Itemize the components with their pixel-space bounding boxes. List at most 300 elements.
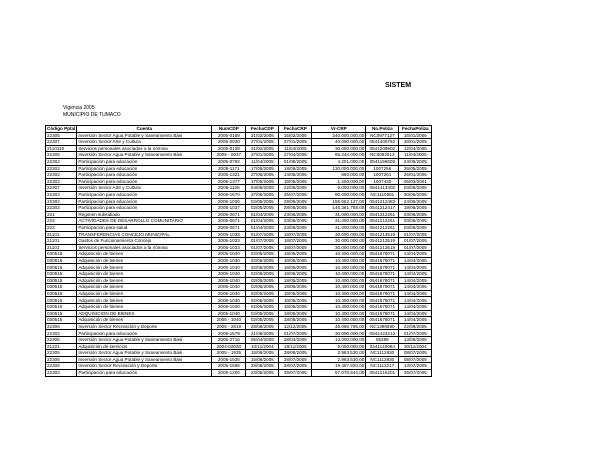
table-cell: 02/05/2005	[246, 251, 279, 258]
table-row	[46, 178, 432, 185]
table-cell: 14/06/2005	[279, 172, 312, 179]
table-row	[46, 277, 432, 284]
table-cell: Adquisición de bienes	[77, 271, 212, 278]
table-cell: NC1396690	[366, 323, 399, 330]
table-cell: 18/05/2005	[279, 251, 312, 258]
table-cell: 14/04/2005	[399, 271, 432, 278]
table-cell: 22302	[46, 178, 77, 185]
table-cell: 06/03/2001	[399, 178, 432, 185]
table-cell: 18/05/2005	[279, 277, 312, 284]
table-cell: 22305	[46, 350, 77, 357]
table-cell: Gastos de Funcionamiento Concejo	[77, 238, 212, 245]
table-cell: 22306	[46, 323, 77, 330]
table-row	[46, 337, 432, 344]
table-cell: 18/05/2005	[279, 310, 312, 317]
table-cell: 30.000.000,00	[312, 231, 366, 238]
table-row	[46, 264, 432, 271]
table-row	[46, 152, 432, 159]
table-row	[46, 244, 432, 251]
table-cell: 2005-2716	[212, 337, 246, 344]
table-cell: 28/06/2005	[279, 205, 312, 212]
crp-table	[45, 125, 432, 377]
table-cell: 22302	[46, 165, 77, 172]
table-cell: Adquisición de bienes	[77, 304, 212, 311]
table-cell: 03/06/2005	[399, 218, 432, 225]
table-cell: 13/07/2005	[399, 363, 432, 370]
table-row	[46, 224, 432, 231]
table-cell: 10/11/2004	[246, 343, 279, 350]
table-cell: Participación para salud	[77, 224, 212, 231]
table-cell: 0541678071	[366, 304, 399, 311]
table-cell: 23/06/2005	[279, 224, 312, 231]
table-cell: 85.244.000,00	[312, 152, 366, 159]
table-row	[46, 304, 432, 311]
table-cell: 15/06/2005	[246, 350, 279, 357]
table-cell: 0441140064	[366, 343, 399, 350]
table-cell: 0541413402	[366, 185, 399, 192]
table-cell: ADQUISICION DE BIENES	[77, 310, 212, 317]
table-cell: 14/04/2005	[399, 257, 432, 264]
table-cell: 30.000.000,00	[312, 238, 366, 245]
table-row	[46, 132, 432, 139]
table-cell: 030515	[46, 317, 77, 324]
table-cell: 10.400.000,00	[312, 277, 366, 284]
table-cell: 4.201.000,00	[312, 158, 366, 165]
table-cell: Participación para educación	[77, 172, 212, 179]
table-cell: 0541216201	[366, 369, 399, 376]
table-cell: 18/05/2005	[279, 297, 312, 304]
table-cell: NC0092513	[366, 152, 399, 159]
table-cell: 03/06/2005	[399, 224, 432, 231]
table-row	[46, 271, 432, 278]
table-cell: 18/06/2005	[279, 165, 312, 172]
table-row	[46, 231, 432, 238]
table-cell: 21101	[46, 244, 77, 251]
table-cell: 860.000,00	[312, 172, 366, 179]
table-row	[46, 317, 432, 324]
table-cell: 02/05/2005	[246, 284, 279, 291]
table-row	[46, 323, 432, 330]
table-cell: Participación para educación	[77, 205, 212, 212]
table-cell: 01/04/2005	[246, 224, 279, 231]
table-cell: 2005-1200	[212, 369, 246, 376]
table-cell: 24/05/2005	[399, 158, 432, 165]
table-row	[46, 238, 432, 245]
table-cell: 28/08/2005	[246, 323, 279, 330]
table-cell: 0541196609	[366, 158, 399, 165]
table-cell: 0541213519	[366, 231, 399, 238]
table-cell: 28/08/2005	[279, 350, 312, 357]
table-cell: 26/01/2005	[399, 172, 432, 179]
table-cell: Inversión Sector Agua Potable y Saneamiento Bási	[77, 356, 212, 363]
table-cell: 14/04/2005	[399, 264, 432, 271]
table-cell: 13.000.000,00	[312, 337, 366, 344]
table-cell: 2005-0671	[212, 211, 246, 218]
table-cell: 10.400.000,00	[312, 251, 366, 258]
table-cell: 030515	[46, 290, 77, 297]
table-cell: Participación para educación	[77, 158, 212, 165]
table-row	[46, 139, 432, 146]
table-cell: 2005-1106	[212, 185, 246, 192]
table-cell: 18/11/2005	[279, 343, 312, 350]
table-cell: 18/05/2005	[279, 317, 312, 324]
table-cell: 27/01/2005	[246, 139, 279, 146]
table-cell: Régimen subsidiado	[77, 211, 212, 218]
table-cell: 30.000.000,00	[312, 145, 366, 152]
table-cell: 18/05/2005	[279, 271, 312, 278]
table-cell: 2005-1040	[212, 290, 246, 297]
table-cell: 10.400.000,00	[312, 310, 366, 317]
table-cell: 01/07/2005	[399, 330, 432, 337]
table-cell: NC1110581	[366, 191, 399, 198]
table-row	[46, 290, 432, 297]
table-body	[46, 132, 432, 376]
table-cell: 10.400.000,00	[312, 304, 366, 311]
table-cell: 18/05/2005	[279, 304, 312, 311]
table-cell: 12/04/2005	[399, 145, 432, 152]
column-header: Cuenta	[77, 126, 212, 133]
table-cell: Adquisición de bienes	[77, 257, 212, 264]
table-cell: Participación para educación	[77, 178, 212, 185]
table-cell: 22302	[46, 198, 77, 205]
municipio-label: MUNICIPIO DE TUMACO	[63, 112, 121, 118]
table-cell: 1007256	[366, 165, 399, 172]
sheet-title: SISTEM	[385, 82, 412, 89]
column-header: FechaCRP	[279, 126, 312, 133]
table-cell: 10.400.000,00	[312, 271, 366, 278]
table-cell: 23/05/2005	[246, 369, 279, 376]
table-cell: 18/07/2005	[279, 238, 312, 245]
table-cell: 030515	[46, 257, 77, 264]
table-cell: 18/07/2005	[279, 231, 312, 238]
table-cell: 18/05/2005	[279, 264, 312, 271]
table-cell: 0541212417	[366, 205, 399, 212]
table-cell: 14/04/2005	[399, 277, 432, 284]
table-cell: 22307	[46, 139, 77, 146]
column-header: FechaPoliza	[399, 126, 432, 133]
table-cell: Participación para educación	[77, 369, 212, 376]
table-cell: 01/04/2005	[246, 218, 279, 225]
table-cell: 2005 - 0037	[212, 152, 246, 159]
table-cell: 23/06/2005	[279, 211, 312, 218]
table-cell: Participación para educación	[77, 330, 212, 337]
table-cell: 30/06/2005	[399, 191, 432, 198]
table-cell: 03/06/2005	[399, 211, 432, 218]
table-cell: 02/05/2005	[246, 264, 279, 271]
table-cell: 1007261	[366, 172, 399, 179]
table-cell: 80.000.000,00	[312, 191, 366, 198]
table-cell: 01/07/2005	[246, 238, 279, 245]
table-cell: 240.000.000,00	[312, 132, 366, 139]
table-cell: Inversión Sector Agua Potable y Saneamiento Bási	[77, 152, 212, 159]
table-cell: 01/07/2005	[399, 244, 432, 251]
table-cell: Adquisición de bienes	[77, 277, 212, 284]
table-cell: 27/04/2005	[279, 152, 312, 159]
table-cell: 22307	[46, 185, 77, 192]
table-cell: 030515	[46, 277, 77, 284]
table-cell: 03/06/2005	[399, 185, 432, 192]
table-cell: 14/04/2005	[399, 317, 432, 324]
table-cell: Adquisición de bienes	[77, 264, 212, 271]
table-cell: 31.000.000,00	[312, 211, 366, 218]
table-cell: TRANSFERENCIAS CONCEJO MUNICIPAL	[77, 231, 212, 238]
table-cell: 10.400.000,00	[312, 284, 366, 291]
table-cell: 2005-1171	[212, 165, 246, 172]
table-row	[46, 284, 432, 291]
table-cell: 16/01/2005	[399, 132, 432, 139]
table-cell: 08/07/2005	[399, 350, 432, 357]
table-cell: NC0977127	[366, 132, 399, 139]
table-cell: Inversión Sector Agua Potable y Saneamiento Bási	[77, 337, 212, 344]
table-cell: 10.400.000,00	[312, 257, 366, 264]
table-cell: 2005-1040	[212, 251, 246, 258]
table-cell: 22302	[46, 369, 77, 376]
table-cell: 2005-1321	[212, 172, 246, 179]
table-row	[46, 369, 432, 376]
table-cell: 22302	[46, 172, 77, 179]
table-cell: Adquisición de bienes	[77, 284, 212, 291]
table-cell: 0541424213	[366, 330, 399, 337]
table-row	[46, 205, 432, 212]
table-cell: 2005-1579	[212, 330, 246, 337]
column-header: FechaCDP	[246, 126, 279, 133]
table-cell: 0541678071	[366, 257, 399, 264]
table-cell: 11/04/2005	[399, 152, 432, 159]
table-cell: 01/07/2005	[399, 238, 432, 245]
table-cell: 22305	[46, 356, 77, 363]
table-cell: 18/05/2005	[279, 284, 312, 291]
table-cell: 02/05/2005	[246, 205, 279, 212]
table-row	[46, 343, 432, 350]
table-cell: 14/04/2005	[399, 297, 432, 304]
table-row	[46, 330, 432, 337]
table-cell: 030515	[46, 264, 77, 271]
table-cell: 02/05/2005	[246, 310, 279, 317]
table-cell: 0541678071	[366, 251, 399, 258]
column-header: Vr-CRP	[312, 126, 366, 133]
table-cell: 2110110	[46, 145, 77, 152]
table-cell: 18/05/2005	[279, 257, 312, 264]
table-cell: 0541213519	[366, 244, 399, 251]
table-row	[46, 185, 432, 192]
table-cell: 6.000.000,00	[312, 343, 366, 350]
table-cell: 0541213519	[366, 238, 399, 245]
table-cell: 0541678071	[366, 297, 399, 304]
table-cell: 223	[46, 218, 77, 225]
table-cell: 0541212261	[366, 211, 399, 218]
table-cell: 05/04/2005	[246, 337, 279, 344]
table-cell: 21101	[46, 238, 77, 245]
table-cell: 28/07/2005	[279, 356, 312, 363]
table-cell: 30.000.000,00	[312, 330, 366, 337]
table-row	[46, 356, 432, 363]
table-cell: 01/07/2005	[399, 231, 432, 238]
table-row	[46, 350, 432, 357]
table-cell: Participación para educación	[77, 165, 212, 172]
table-cell: NC1112830	[366, 356, 399, 363]
table-cell: 2005-0138	[212, 145, 246, 152]
table-cell: 2005-1535	[212, 356, 246, 363]
table-row	[46, 211, 432, 218]
table-cell: 27/05/2005	[246, 172, 279, 179]
table-cell: 02/05/2005	[246, 297, 279, 304]
table-cell: 0541678071	[366, 317, 399, 324]
table-cell: 0541678071	[366, 277, 399, 284]
table-cell: 2005-0169	[212, 132, 246, 139]
table-cell: 2005-1040	[212, 284, 246, 291]
table-cell: 25/07/2005	[279, 191, 312, 198]
table-cell: 27/06/2005	[246, 191, 279, 198]
table-row	[46, 251, 432, 258]
table-cell: 1.200.000,00	[312, 178, 366, 185]
table-cell: 22305	[46, 132, 77, 139]
table-cell: Inversión Sector Arte y Cultura	[77, 139, 212, 146]
table-cell: 02/05/2005	[246, 304, 279, 311]
table-cell: 0541678071	[366, 284, 399, 291]
table-cell: 12/12/2005	[279, 323, 312, 330]
table-cell: 13/06/2005	[399, 337, 432, 344]
table-cell: 01/07/2005	[246, 244, 279, 251]
table-cell: 57.078.544,00	[312, 369, 366, 376]
table-cell: 02/05/2005	[246, 317, 279, 324]
table-cell: 221	[46, 211, 77, 218]
table-cell: 2005-0792	[212, 158, 246, 165]
table-cell: 030515	[46, 310, 77, 317]
vigencia-label: Vigencia 2005	[63, 105, 95, 111]
table-cell: 2005-1040	[212, 271, 246, 278]
table-row	[46, 198, 432, 205]
table-cell: 1007430	[366, 178, 399, 185]
table-row	[46, 172, 432, 179]
table-cell: 28/07/2005	[279, 363, 312, 370]
table-cell: 31/02/2005	[246, 145, 279, 152]
table-cell: 28/07/2005	[279, 369, 312, 376]
table-cell: 22302	[46, 191, 77, 198]
table-cell: Adquisición de bienes	[77, 251, 212, 258]
table-cell: 2005 - 1040	[212, 317, 246, 324]
table-cell: 21101	[46, 231, 77, 238]
table-cell: 02/05/2005	[246, 198, 279, 205]
table-cell: 10.400.000,00	[312, 290, 366, 297]
table-cell: Participación para educación	[77, 191, 212, 198]
table-cell: 11/04/2005	[279, 145, 312, 152]
table-cell: 2005-0671	[212, 218, 246, 225]
table-cell: 22305	[46, 337, 77, 344]
table-cell: 30.000.000,00	[312, 244, 366, 251]
table-cell: 28/04/2005	[279, 337, 312, 344]
table-cell: 146.361.758,00	[312, 205, 366, 212]
table-cell: 31.000.000,00	[312, 224, 366, 231]
table-cell: 030515	[46, 271, 77, 278]
table-cell: 2005-1033	[212, 231, 246, 238]
table-cell: 030515	[46, 284, 77, 291]
table-cell: 0541678071	[366, 271, 399, 278]
table-cell: 130.000.000,00	[312, 165, 366, 172]
table-cell: 19/06/2005	[399, 205, 432, 212]
table-row	[46, 191, 432, 198]
table-cell: 0541400752	[366, 139, 399, 146]
table-cell: 01/07/2005	[279, 330, 312, 337]
table-cell: 21221	[46, 343, 77, 350]
table-cell: 11/04/2005	[246, 158, 279, 165]
table-cell: 030515	[46, 251, 77, 258]
table-cell: 14/04/2005	[399, 304, 432, 311]
table-cell: 22/09/2005	[399, 323, 432, 330]
table-cell: 0541678071	[366, 310, 399, 317]
table-cell: 6.000.000,00	[312, 185, 366, 192]
table-cell: 10.400.000,00	[312, 264, 366, 271]
table-cell: 22302	[46, 205, 77, 212]
table-cell: 2005 - 2819	[212, 323, 246, 330]
table-cell: 2005-0671	[212, 224, 246, 231]
table-cell: 01/06/2005	[279, 158, 312, 165]
table-header-row	[46, 126, 432, 133]
table-cell: 2005-1670	[212, 191, 246, 198]
table-cell: 18/07/2005	[279, 244, 312, 251]
table-cell: Adquisición de bienes	[77, 290, 212, 297]
table-cell: 27/01/2005	[246, 152, 279, 159]
table-cell: 22302	[46, 330, 77, 337]
table-cell: 10.400.000,00	[312, 297, 366, 304]
table-cell: 01/04/2005	[246, 211, 279, 218]
table-cell: 2005-1377	[212, 178, 246, 185]
table-cell: Servicios personales asociados a la nómina	[77, 244, 212, 251]
table-cell: 2005-1033	[212, 244, 246, 251]
table-cell: 18/05/2005	[279, 178, 312, 185]
table-row	[46, 218, 432, 225]
table-cell: 21/06/2005	[246, 330, 279, 337]
table-cell: 0541209902	[366, 145, 399, 152]
table-cell: 04/05/2005	[246, 185, 279, 192]
table-cell: 0541212261	[366, 218, 399, 225]
table-cell: Inversión Sector Recreación y Deporte	[77, 363, 212, 370]
table-cell: 2.963.530,00	[312, 350, 366, 357]
table-cell: Inversión Sector Agua Potable y Saneamiento Bási	[77, 132, 212, 139]
table-cell: 17/05/2005	[246, 165, 279, 172]
table-cell: 15/06/2005	[246, 356, 279, 363]
table-cell: 14/04/2005	[399, 290, 432, 297]
table-cell: 030515	[46, 304, 77, 311]
table-cell: 23/06/2005	[279, 218, 312, 225]
table-cell: 22306	[46, 363, 77, 370]
table-cell: 2005-0020	[212, 139, 246, 146]
table-cell: 2005-1040	[212, 277, 246, 284]
table-cell: 15/02/2005	[279, 132, 312, 139]
table-cell: 223	[46, 224, 77, 231]
table-row	[46, 297, 432, 304]
table-cell: 0541212483	[366, 198, 399, 205]
table-cell: 08/07/2005	[399, 356, 432, 363]
table-cell: 31.000.000,00	[312, 218, 366, 225]
column-header: Código Pptal	[47, 126, 76, 132]
table-cell: Adquisición de bienes	[77, 317, 212, 324]
table-cell: 14/04/2005	[399, 284, 432, 291]
table-cell: 31/02/2005	[246, 132, 279, 139]
table-cell: 30/11/2004	[399, 343, 432, 350]
table-row	[46, 310, 432, 317]
table-cell: 155.652.127,00	[312, 198, 366, 205]
table-row	[46, 158, 432, 165]
table-cell: 24/05/2005	[399, 198, 432, 205]
table-cell: 2005-1037	[212, 205, 246, 212]
table-cell: 28/01/2005	[399, 139, 432, 146]
table-cell: 2005-1040	[212, 297, 246, 304]
table-cell: 2005 - 1535	[212, 350, 246, 357]
table-cell: 28/06/2005	[246, 363, 279, 370]
table-cell: 18/05/2005	[279, 290, 312, 297]
table-cell: 01/07/2005	[246, 231, 279, 238]
table-cell: Inversión Sector Agua Potable y Saneamiento Bási	[77, 350, 212, 357]
